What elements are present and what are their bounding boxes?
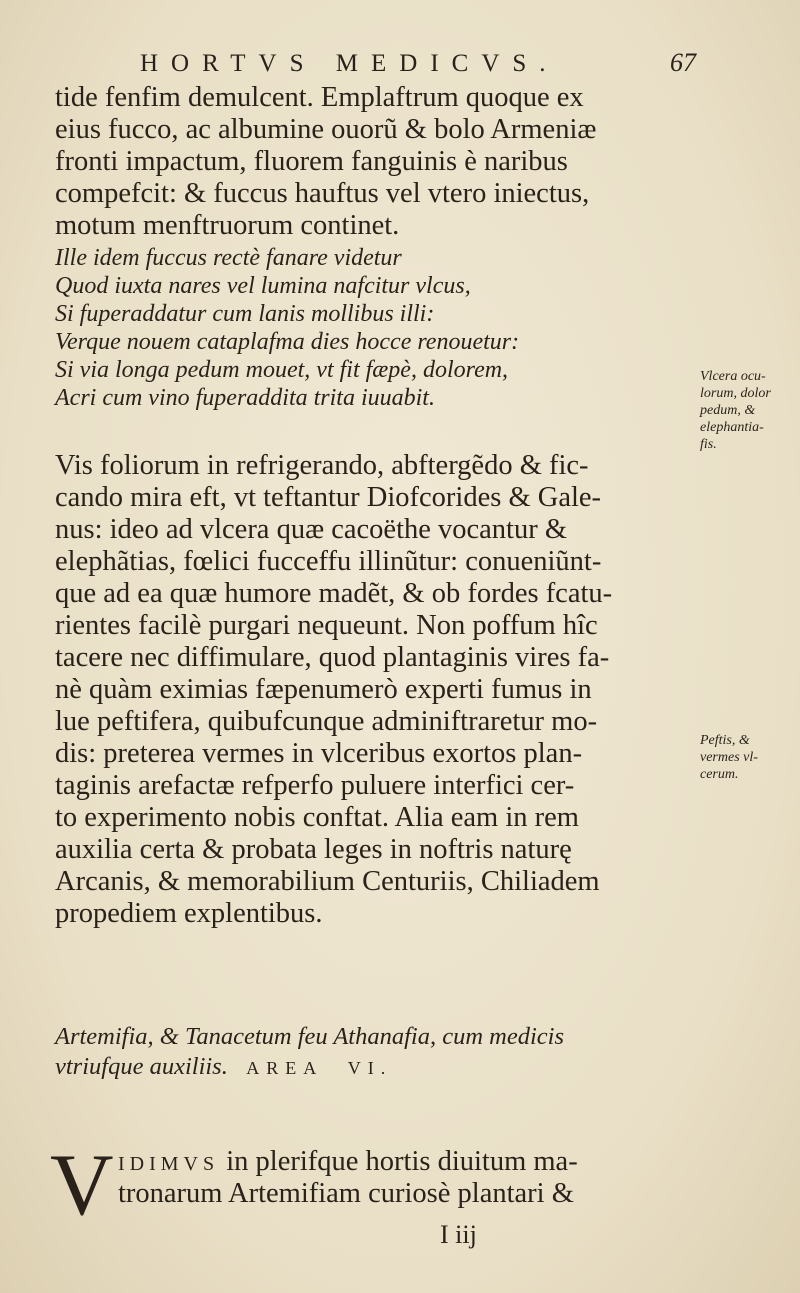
text-line: nè quàm eximias fæpenumerò experti fumus in: [55, 674, 592, 705]
verse-line: Quod iuxta nares vel lumina nafcitur vlcus,: [55, 273, 471, 299]
margin-note-line: cerum.: [700, 767, 739, 782]
section-title-line: [55, 1052, 695, 1082]
section-title-italic: vtriufque auxiliis.: [55, 1053, 228, 1080]
text-line: compefcit: & fuccus hauftus vel vtero iniectus,: [55, 178, 590, 209]
text-line: elephãtias, fœlici fucceffu illinũtur: conueniũnt-: [55, 546, 602, 577]
verse-line: Si via longa pedum mouet, vt fit fæpè, dolorem,: [55, 357, 509, 383]
text-line: motum menftruorum continet.: [55, 210, 400, 241]
signature-mark: I iij: [440, 1220, 477, 1249]
verse-line: Ille idem fuccus rectè fanare videtur: [55, 245, 402, 271]
verse-block: [55, 244, 655, 412]
text-line: taginis arefactæ refperfo puluere interfici cer-: [55, 770, 575, 801]
margin-note-line: fis.: [700, 437, 717, 452]
section-number: VI.: [347, 1058, 393, 1078]
section-title-line: Artemifia, & Tanacetum feu Athanafia, cum medicis: [55, 1023, 565, 1050]
section-title: [55, 1022, 695, 1082]
text-line: propediem explentibus.: [55, 898, 323, 929]
verse-line: Acri cum vino fuperaddita trita iuuabit.: [55, 385, 435, 411]
text-line: tronarum Artemifiam curiosè plantari &: [118, 1178, 574, 1209]
margin-note-plague: [700, 732, 795, 783]
section-area-label: AREA: [246, 1058, 324, 1078]
running-head: HORTVS MEDICVS.: [140, 50, 559, 77]
paragraph-2: [55, 450, 655, 930]
text-line: tide fenfim demulcent. Emplaftrum quoque ex: [55, 82, 584, 113]
margin-note-line: pedum, &: [700, 403, 756, 418]
page-number: 67: [670, 48, 696, 77]
text-line-rest: in plerifque hortis diuitum ma-: [219, 1146, 578, 1177]
text-line: fronti impactum, fluorem fanguinis è naribus: [55, 146, 568, 177]
text-line: eius fucco, ac albumine ouorũ & bolo Armeniæ: [55, 114, 597, 145]
page-header: [140, 48, 700, 78]
text-line: nus: ideo ad vlcera quæ cacoëthe vocantur &: [55, 514, 568, 545]
paragraph-1: [55, 82, 655, 242]
text-line: lue peftifera, quibufcunque adminiftraretur mo-: [55, 706, 598, 737]
text-line: tacere nec diffimulare, quod plantaginis vires fa-: [55, 642, 610, 673]
margin-note-line: vermes vl-: [700, 750, 758, 765]
margin-note-line: elephantia-: [700, 420, 764, 435]
text-line: Arcanis, & memorabilium Centuriis, Chiliadem: [55, 866, 600, 897]
margin-note-ulcers: [700, 368, 795, 453]
paragraph-3: [118, 1146, 678, 1210]
margin-note-line: lorum, dolor: [700, 386, 771, 401]
margin-note-line: Peftis, &: [700, 733, 750, 748]
verse-line: Si fuperaddatur cum lanis mollibus illi:: [55, 301, 435, 327]
text-line: dis: preterea vermes in vlceribus exortos plan-: [55, 738, 583, 769]
text-line: to experimento nobis conftat. Alia eam in rem: [55, 802, 579, 833]
text-line: [118, 1146, 678, 1178]
text-line: Vis foliorum in refrigerando, abftergẽdo & fic-: [55, 450, 589, 481]
drop-cap: V: [50, 1137, 114, 1234]
text-line: cando mira eft, vt teftantur Diofcorides & Gale-: [55, 482, 602, 513]
verse-line: Verque nouem cataplafma dies hocce renouetur:: [55, 329, 520, 355]
text-line: rientes facilè purgari nequeunt. Non poffum hîc: [55, 610, 598, 641]
opening-word: IDIMVS: [118, 1153, 220, 1175]
text-line: auxilia certa & probata leges in noftris naturę: [55, 834, 572, 865]
text-line: que ad ea quæ humore madẽt, & ob fordes fcatu-: [55, 578, 613, 609]
margin-note-line: Vlcera ocu-: [700, 369, 766, 384]
